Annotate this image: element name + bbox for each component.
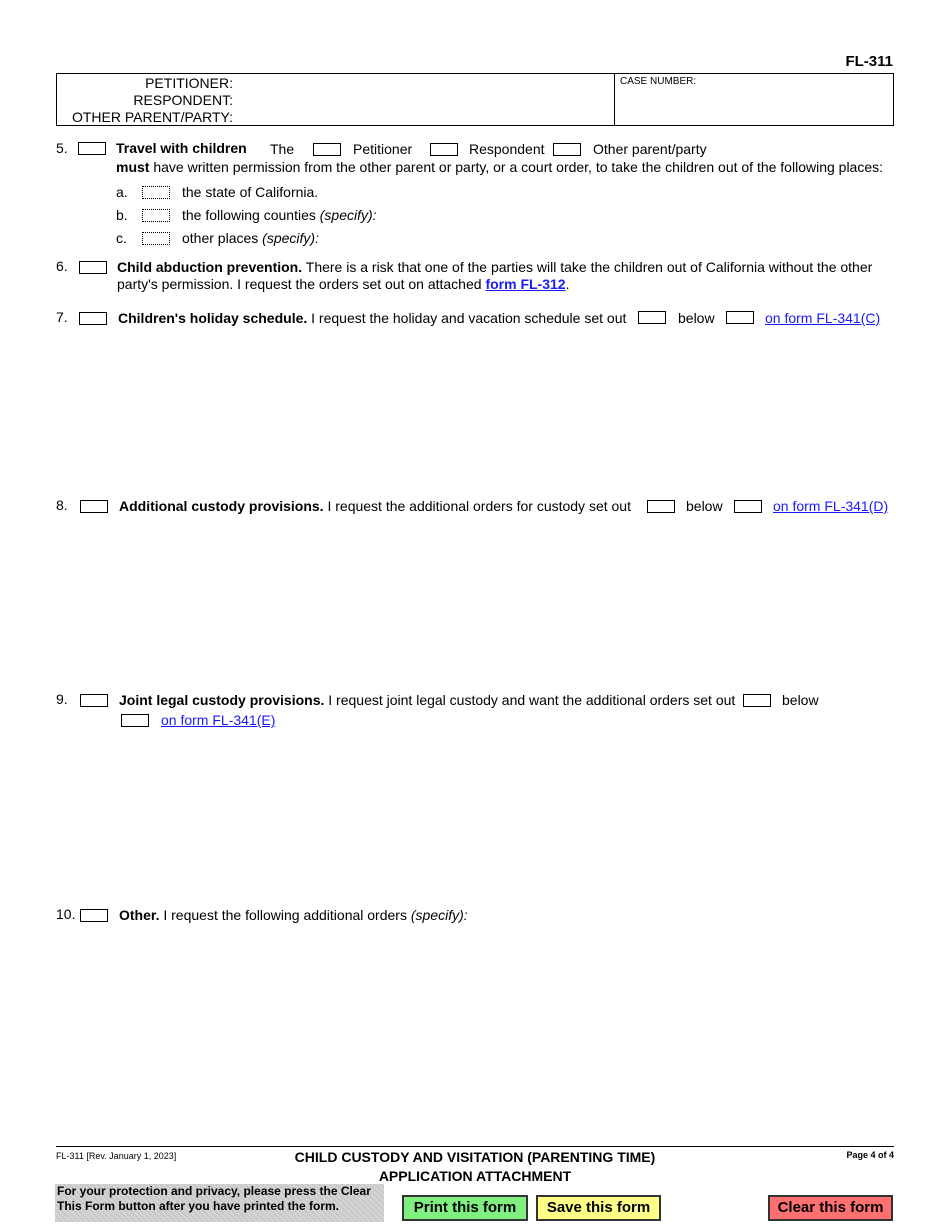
item5-requirement xyxy=(116,159,883,175)
other-party-label: OTHER PARENT/PARTY: xyxy=(71,109,233,125)
item5c-label: other places xyxy=(182,230,259,246)
item10-text: I request the following additional orders xyxy=(163,907,407,923)
item5-petitioner-label: Petitioner xyxy=(353,141,413,157)
save-button[interactable]: Save this form xyxy=(536,1195,661,1221)
item10-title: Other. xyxy=(119,907,160,923)
print-button[interactable]: Print this form xyxy=(402,1195,528,1221)
item6-text2: party's permission. I request the orders set out on attached xyxy=(117,276,482,292)
item9-below-checkbox[interactable] xyxy=(743,694,771,707)
case-number-label: CASE NUMBER: xyxy=(620,76,697,87)
item10-checkbox[interactable] xyxy=(80,909,108,922)
item5b-letter: b. xyxy=(116,207,128,223)
item5c-checkbox[interactable] xyxy=(142,232,170,245)
item5-the: The xyxy=(270,141,295,157)
item7-below-label: below xyxy=(678,310,715,326)
item5-must: must xyxy=(116,159,150,175)
item6-form-link[interactable]: form FL-312 xyxy=(485,276,566,292)
item6-line1 xyxy=(117,259,872,275)
item8-text: I request the additional orders for custody set out xyxy=(327,498,631,514)
item8-form-link[interactable]: on form FL-341(D) xyxy=(773,498,889,514)
item5-respondent-checkbox[interactable] xyxy=(430,143,458,156)
item5-other-party-checkbox[interactable] xyxy=(553,143,581,156)
item10-specify: (specify): xyxy=(410,907,468,923)
item5a-checkbox[interactable] xyxy=(142,186,170,199)
respondent-label: RESPONDENT: xyxy=(133,92,233,108)
item7-form-link[interactable]: on form FL-341(C) xyxy=(765,310,881,326)
item8-number: 8. xyxy=(56,497,68,513)
item9-checkbox[interactable] xyxy=(80,694,108,707)
item7-checkbox[interactable] xyxy=(79,312,107,325)
item8-checkbox[interactable] xyxy=(80,500,108,513)
form-title-line2: APPLICATION ATTACHMENT xyxy=(378,1168,572,1184)
item8-below-label: below xyxy=(686,498,723,514)
item9-number: 9. xyxy=(56,691,68,707)
item5c-specify: (specify): xyxy=(262,230,319,246)
item6-checkbox[interactable] xyxy=(79,261,107,274)
item8-text-line xyxy=(119,498,631,514)
item5b-text xyxy=(182,207,377,223)
item5a-letter: a. xyxy=(116,184,128,200)
item5-number: 5. xyxy=(56,140,68,156)
item6-line2 xyxy=(117,276,569,292)
item5-other-party-label: Other parent/party xyxy=(593,141,707,157)
item7-form-checkbox[interactable] xyxy=(726,311,754,324)
privacy-line2: This Form button after you have printed the form. xyxy=(57,1199,340,1213)
item7-below-checkbox[interactable] xyxy=(638,311,666,324)
item6-text1: There is a risk that one of the parties will take the children out of California without the other xyxy=(305,259,873,275)
item7-title: Children's holiday schedule. xyxy=(118,310,308,326)
item5c-letter: c. xyxy=(116,230,127,246)
item5-requirement-text: have written permission from the other parent or party, or a court order, to take the children out of the following places: xyxy=(153,159,884,175)
item9-form-link[interactable]: on form FL-341(E) xyxy=(161,712,276,728)
item5-title: Travel with children xyxy=(116,140,247,156)
form-id: FL-311 xyxy=(845,53,893,70)
item5a-text: the state of California. xyxy=(182,184,319,200)
item9-below-label: below xyxy=(782,692,819,708)
item5b-specify: (specify): xyxy=(319,207,377,223)
footer-divider xyxy=(56,1146,894,1147)
item9-title: Joint legal custody provisions. xyxy=(119,692,325,708)
item6-number: 6. xyxy=(56,258,68,274)
caption-divider xyxy=(614,74,615,125)
privacy-notice xyxy=(55,1184,384,1222)
item5b-label: the following counties xyxy=(182,207,316,223)
page-number: Page 4 of 4 xyxy=(846,1150,894,1160)
item5-respondent-label: Respondent xyxy=(469,141,545,157)
form-title xyxy=(200,1148,750,1186)
petitioner-label: PETITIONER: xyxy=(145,75,233,91)
item9-text-line xyxy=(119,692,735,708)
item7-number: 7. xyxy=(56,309,68,325)
item6-title: Child abduction prevention. xyxy=(117,259,303,275)
item5c-text xyxy=(182,230,319,246)
item10-number: 10. xyxy=(56,906,76,922)
privacy-line1: For your protection and privacy, please press the Clear xyxy=(57,1184,371,1198)
item7-text-line xyxy=(118,310,626,326)
form-title-line1: CHILD CUSTODY AND VISITATION (PARENTING TIME) xyxy=(294,1149,656,1165)
item5-petitioner-checkbox[interactable] xyxy=(313,143,341,156)
case-caption xyxy=(56,73,894,126)
item9-text: I request joint legal custody and want the additional orders set out xyxy=(328,692,736,708)
item8-below-checkbox[interactable] xyxy=(647,500,675,513)
item7-text: I request the holiday and vacation schedule set out xyxy=(311,310,627,326)
item6-period: . xyxy=(565,276,570,292)
item5-checkbox[interactable] xyxy=(78,142,106,155)
revision-label: FL-311 [Rev. January 1, 2023] xyxy=(56,1151,177,1161)
clear-button[interactable]: Clear this form xyxy=(768,1195,893,1221)
item9-form-checkbox[interactable] xyxy=(121,714,149,727)
item5b-checkbox[interactable] xyxy=(142,209,170,222)
item8-form-checkbox[interactable] xyxy=(734,500,762,513)
item8-title: Additional custody provisions. xyxy=(119,498,324,514)
item10-text-line xyxy=(119,907,468,923)
